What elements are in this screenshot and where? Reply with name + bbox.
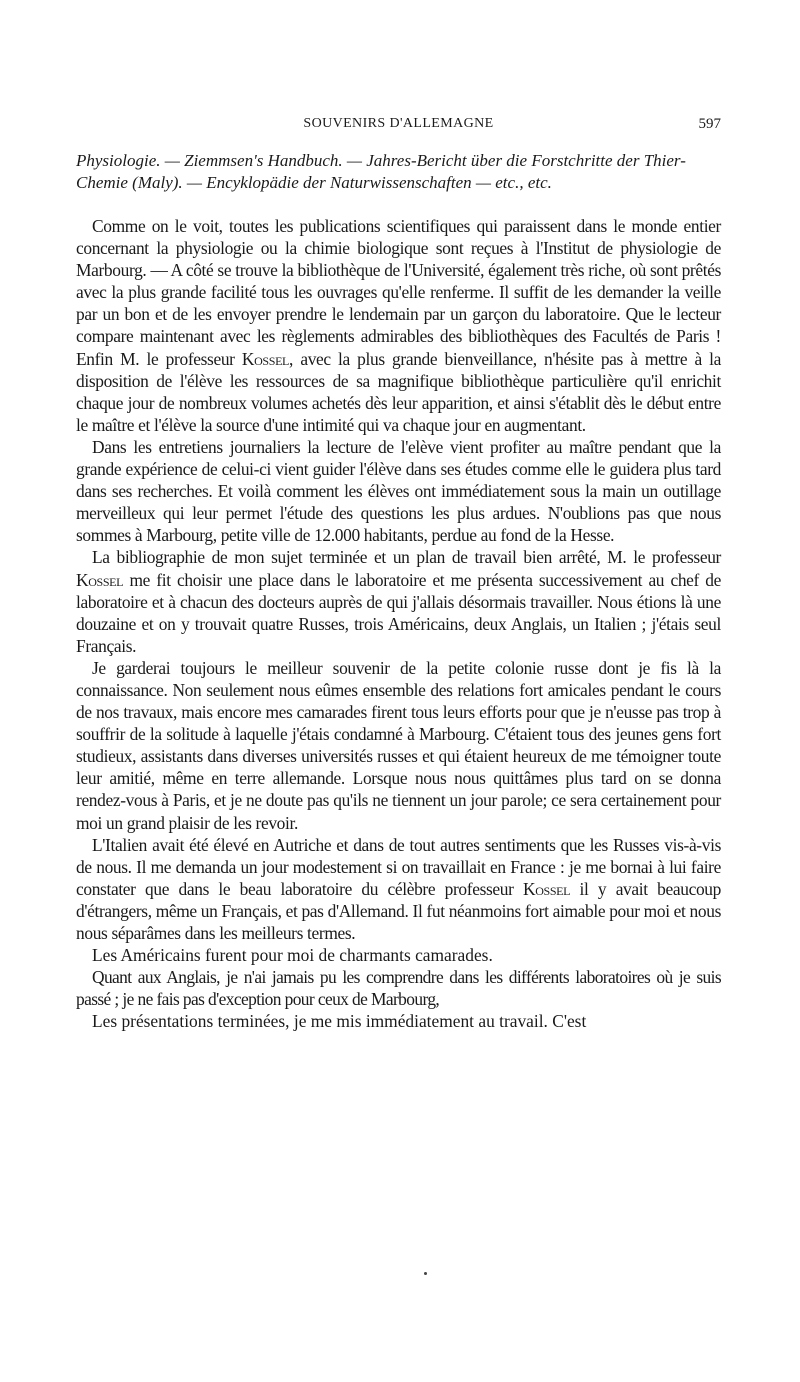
running-head <box>76 116 721 138</box>
paragraph-3 <box>76 546 721 656</box>
paragraph-8: Les présentations terminées, je me mis immédiatement au travail. C'est <box>92 1011 587 1032</box>
paragraph-1 <box>76 215 721 436</box>
paragraph-5-text: L'Italien avait été élevé en Autriche et dans de tout autres sentiments que les Russes vis-à-vis de nous. Il me demanda un jour modestement si on travaillait en France : je me bornai à lui faire constater que dans le beau laboratoire du célèbre professeur <box>76 834 721 899</box>
paragraph-4: Je garderai toujours le meilleur souvenir de la petite colonie russe dont je fis là la connaissance. Non seulement nous eûmes ensemble des relations fort amicales pendant le cours de nos travaux, mais encore mes camarades firent tous leurs efforts pour que je n'eusse pas trop à souffrir de la solitude à laquelle j'étais condamné à Marbourg. C'étaient tous des jeunes gens fort studieux, assistants dans diverses universités russes et qui étaient heureux de me témoigner toute leur amitié, même en terre allemande. Lorsque nous nous quittâmes plus tard on se donna rendez-vous à Paris, et je ne doute pas qu'ils ne tiennent un jour parole; ce sera certainement pour moi un grand plaisir de les revoir. <box>76 657 721 833</box>
paragraph-5-end: il y avait beaucoup d'étrangers, même un Français, et pas d'Allemand. Il fut néanmoins fort aimable pour moi et nous nous séparâmes dans les meilleurs termes. <box>76 878 721 943</box>
running-title: SOUVENIRS D'ALLEMAGNE <box>303 116 494 131</box>
paragraph-6: Les Américains furent pour moi de charmants camarades. <box>92 945 493 966</box>
person-name-kossel: Kossel <box>76 569 124 590</box>
paragraph-5 <box>76 834 721 944</box>
paragraph-1-end: , avec la plus grande bienveillance, n'hésite pas à mettre à la disposition de l'élève les ressources de sa magnifique bibliothèque particulière qu'il enrichit chaque jour de nombreux volumes achetés dès leur apparition, et ainsi s'établit dès le début entre le maître et l'élève la source d'une intimité qui va chaque jour en augmentant. <box>76 348 721 435</box>
paragraph-3-text: La bibliographie de mon sujet terminée et un plan de travail bien arrêté, M. le professeur <box>92 547 721 568</box>
paragraph-2: Dans les entretiens journaliers la lecture de l'elève vient profiter au maître pendant que la grande expérience de celui-ci vient guider l'élève dans ses études comme elle le guidera plus tard dans ses recherches. Et voilà comment les élèves ont immédiatement sous la main un outillage merveilleux qui leur permet l'étude des questions les plus ardues. N'oublions pas que nous sommes à Marbourg, petite ville de 12.000 habitants, perdue au fond de la Hesse. <box>76 436 721 546</box>
print-speck <box>424 1272 427 1275</box>
paragraph-3-end: me fit choisir une place dans le laboratoire et me présenta successivement au chef de laboratoire et à chacun des docteurs auprès de qui j'allais désormais travailler. Nous étions là une douzaine et on y trouvait quatre Russes, trois Américains, deux Anglais, un Italien ; j'étais seul Français. <box>76 569 721 656</box>
bibliography-references: Physiologie. — Ziemmsen's Handbuch. — Jahres-Bericht über die Forstchritte der Thier-Chemie (Maly). — Encyklopädie der Naturwissenschaften — etc., etc. <box>76 151 686 192</box>
main-text <box>76 215 721 1032</box>
paragraph-7: Quant aux Anglais, je n'ai jamais pu les comprendre dans les différents laboratoires où je suis passé ; je ne fais pas d'exception pour ceux de Marbourg, <box>76 967 721 1010</box>
person-name-kossel: Kossel <box>241 348 290 369</box>
paragraph-1-text: Comme on le voit, toutes les publications scientifiques qui paraissent dans le monde entier concernant la physiologie ou la chimie biologique sont reçues à l'Institut de physiologie de Marbourg. — A côté se trouve la bibliothèque de l'Université, également très riche, où sont prêtés avec la plus grande facilité tous les ouvrages qu'elle renferme. Il suffit de les demander la veille par un bon et de les envoyer prendre le lendemain par un garçon du laboratoire. Que le lecteur compare maintenant avec les règlements admirables des bibliothèques des Facultés de Paris ! Enfin M. le professeur <box>76 216 721 369</box>
page-number: 597 <box>698 116 721 132</box>
person-name-kossel: Kossel <box>523 878 571 899</box>
